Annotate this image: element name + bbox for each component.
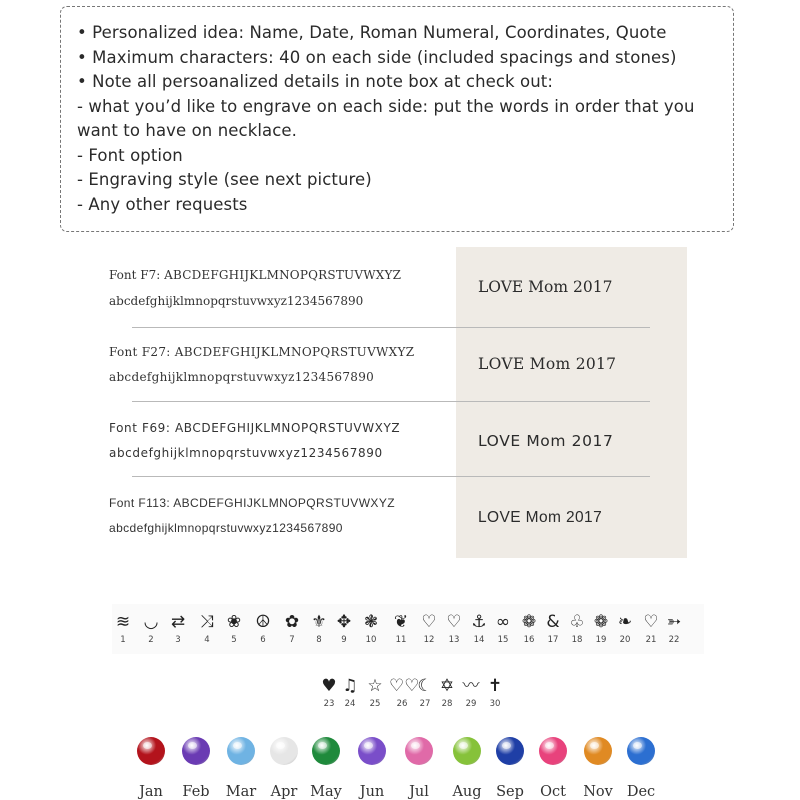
symbol-22: [661, 612, 687, 645]
symbol-13: [441, 612, 467, 645]
symbol-number: 22: [668, 635, 680, 645]
font-uppercase-sample: ABCDEFGHIJKLMNOPQRSTUVWXYZ: [173, 496, 395, 510]
divider: [132, 327, 650, 328]
bird-icon: 〰: [462, 676, 480, 696]
gem-facet-icon: [188, 742, 197, 749]
wings-icon: ❧: [617, 612, 633, 632]
flower-small-icon: ❁: [521, 612, 537, 632]
symbol-14: [466, 612, 492, 645]
personalization-note-box: [60, 6, 734, 232]
symbol-number: 23: [323, 699, 335, 709]
gem-facet-icon: [143, 742, 152, 749]
birthstone-may: [312, 737, 340, 765]
flower-icon: ❃: [363, 612, 379, 632]
symbol-number: 2: [148, 635, 154, 645]
symbol-8: [306, 612, 332, 645]
birthstone-sep: [496, 737, 524, 765]
gem-facet-icon: [411, 742, 420, 749]
birthstone-mar: [227, 737, 255, 765]
symbol-number: 3: [175, 635, 181, 645]
symbol-number: 6: [260, 635, 266, 645]
gem-facet-icon: [233, 742, 242, 749]
peace-icon: ☮: [255, 612, 271, 632]
month-label: Jun: [359, 784, 385, 800]
heart-pattern-icon: ♡: [421, 612, 437, 632]
symbol-20: [612, 612, 638, 645]
note-line: • Personalized idea: Name, Date, Roman Numeral, Coordinates, Quote: [77, 23, 667, 42]
symbol-number: 1: [120, 635, 126, 645]
gem-facet-icon: [545, 742, 554, 749]
gem-facet-icon: [318, 742, 327, 749]
heart-outline-icon: ♡: [446, 612, 462, 632]
symbol-5: [221, 612, 247, 645]
symbol-number: 30: [489, 699, 501, 709]
symbol-number: 19: [595, 635, 607, 645]
symbol-number: 20: [619, 635, 631, 645]
month-label: Nov: [583, 784, 613, 800]
symbol-10: [358, 612, 384, 645]
symbol-number: 11: [395, 635, 407, 645]
hearts-icon: ❦: [393, 612, 409, 632]
music-note-icon: ♫: [342, 676, 358, 696]
month-label: May: [310, 784, 342, 800]
symbol-29: [458, 676, 484, 709]
birthstone-apr: [270, 737, 298, 765]
birthstone-jan: [137, 737, 165, 765]
infinity-icon: ∞: [495, 612, 511, 632]
symbol-number: 26: [396, 699, 408, 709]
paw-icon: ❀: [226, 612, 242, 632]
font-f7-lowercase: abcdefghijklmnopqrstuvwxyz1234567890: [109, 294, 364, 308]
note-line: - Any other requests: [77, 194, 248, 214]
symbol-17: [540, 612, 566, 645]
symbol-28: [434, 676, 460, 709]
font-uppercase-sample: ABCDEFGHIJKLMNOPQRSTUVWXYZ: [174, 345, 415, 359]
divider: [132, 476, 650, 477]
font-uppercase-sample: ABCDEFGHIJKLMNOPQRSTUVWXYZ: [174, 421, 401, 435]
symbol-number: 29: [465, 699, 477, 709]
birthstone-jul: [405, 737, 433, 765]
heart-open-icon: ♡: [643, 612, 659, 632]
font-f113-lowercase: abcdefghijklmnopqrstuvwxyz1234567890: [109, 521, 343, 535]
font-f7-preview: LOVE Mom 2017: [478, 278, 613, 296]
gem-facet-icon: [590, 742, 599, 749]
symbol-number: 27: [419, 699, 431, 709]
font-f113-preview: LOVE Mom 2017: [478, 509, 603, 526]
symbol-number: 24: [344, 699, 356, 709]
birthstone-feb: [182, 737, 210, 765]
symbol-number: 5: [231, 635, 237, 645]
font-f27-lowercase: abcdefghijklmnopqrstuvwxyz1234567890: [109, 370, 375, 384]
symbol-number: 16: [523, 635, 535, 645]
gem-facet-icon: [633, 742, 642, 749]
gem-facet-icon: [502, 742, 511, 749]
symbol-11: [388, 612, 414, 645]
fleur-de-lis-icon: ⚜: [311, 612, 327, 632]
symbol-number: 9: [341, 635, 347, 645]
symbol-7: [279, 612, 305, 645]
star-icon: ☆: [367, 676, 383, 696]
symbol-number: 13: [448, 635, 460, 645]
font-f27-preview: LOVE Mom 2017: [478, 355, 617, 373]
month-label: Feb: [182, 784, 210, 800]
double-arrow-icon: ⇄: [170, 612, 186, 632]
font-f27-uppercase: [109, 345, 414, 359]
moon-icon: ☾: [417, 676, 433, 696]
font-f7-uppercase: [109, 268, 401, 282]
divider: [132, 401, 650, 402]
star-of-david-icon: ✡: [439, 676, 455, 696]
month-label: Jan: [139, 784, 163, 800]
month-label: Mar: [225, 784, 257, 800]
font-label: Font F113:: [109, 496, 171, 510]
birthstone-aug: [453, 737, 481, 765]
month-label: Sep: [496, 784, 524, 800]
symbol-1: [110, 612, 136, 645]
month-label: Aug: [452, 784, 482, 800]
font-uppercase-sample: ABCDEFGHIJKLMNOPQRSTUVWXYZ: [164, 268, 402, 282]
symbol-6: [250, 612, 276, 645]
month-label: Dec: [626, 784, 656, 800]
double-heart-icon: ♡♡: [389, 676, 420, 696]
font-f69-preview: LOVE Mom 2017: [478, 432, 614, 450]
symbol-3: [165, 612, 191, 645]
symbol-15: [490, 612, 516, 645]
note-line: - Font option: [77, 145, 183, 165]
birthstone-oct: [539, 737, 567, 765]
symbol-number: 15: [497, 635, 509, 645]
birthstone-jun: [358, 737, 386, 765]
ampersand-icon: &: [546, 612, 560, 632]
symbol-number: 4: [204, 635, 210, 645]
birthstone-dec: [627, 737, 655, 765]
symbol-number: 21: [645, 635, 657, 645]
gem-facet-icon: [276, 742, 285, 749]
symbol-16: [516, 612, 542, 645]
symbol-number: 8: [316, 635, 322, 645]
symbol-19: [588, 612, 614, 645]
font-label: Font F7:: [109, 268, 161, 282]
flourish-icon: ✥: [336, 612, 352, 632]
cross-icon: ✝: [487, 676, 503, 696]
symbol-number: 14: [473, 635, 485, 645]
symbol-number: 7: [289, 635, 295, 645]
symbol-number: 10: [365, 635, 377, 645]
symbol-number: 12: [423, 635, 435, 645]
anchor-icon: ⚓: [471, 612, 487, 632]
note-line: • Note all persoanalized details in note box at check out:: [77, 72, 554, 91]
note-line: - Engraving style (see next picture): [77, 170, 372, 189]
month-label: Jul: [409, 784, 429, 800]
symbol-number: 28: [441, 699, 453, 709]
symbol-18: [564, 612, 590, 645]
symbol-number: 18: [571, 635, 583, 645]
month-label: Apr: [270, 784, 298, 800]
font-f69-uppercase: [109, 421, 400, 435]
crossed-arrows-icon: ⤨: [200, 612, 214, 632]
rose-icon: ❁: [593, 612, 609, 632]
gem-facet-icon: [459, 742, 468, 749]
symbol-12: [416, 612, 442, 645]
symbol-4: [194, 612, 220, 645]
heart-arrow-icon: ➳: [666, 612, 682, 632]
font-label: Font F27:: [109, 345, 171, 359]
heart-solid-icon: ♥: [321, 676, 337, 696]
font-f69-lowercase: abcdefghijklmnopqrstuvwxyz1234567890: [109, 446, 383, 460]
symbol-24: [337, 676, 363, 709]
note-line: • Maximum characters: 40 on each side (included spacings and stones): [77, 47, 677, 67]
symbol-number: 25: [369, 699, 381, 709]
month-label: Oct: [540, 784, 566, 800]
birthstone-nov: [584, 737, 612, 765]
note-line: - what you’d like to engrave on each side: put the words in order that you: [77, 96, 695, 116]
symbol-number: 17: [547, 635, 559, 645]
symbol-2: [138, 612, 164, 645]
symbol-9: [331, 612, 357, 645]
lotus-icon: ✿: [284, 612, 300, 632]
symbol-25: [362, 676, 388, 709]
note-line: want to have on necklace.: [77, 121, 298, 140]
celtic-heart-icon: ♧: [569, 612, 585, 632]
symbol-30: [482, 676, 508, 709]
font-label: Font F69:: [109, 421, 171, 435]
gem-facet-icon: [364, 742, 373, 749]
waves-icon: ≋: [115, 612, 131, 632]
font-f113-uppercase: [109, 496, 395, 510]
smile-icon: ◡: [143, 612, 159, 632]
